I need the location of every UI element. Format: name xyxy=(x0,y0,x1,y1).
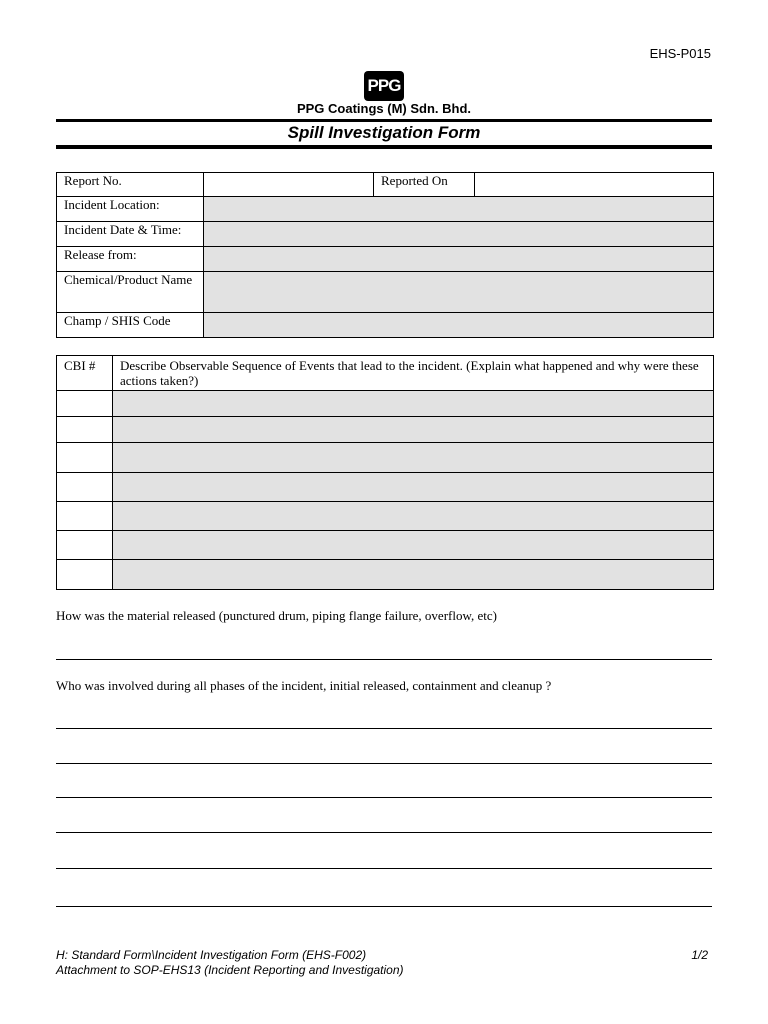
reported-on-label: Reported On xyxy=(374,173,475,197)
event-cell[interactable] xyxy=(113,502,714,531)
answer-line[interactable] xyxy=(56,763,712,764)
incident-date-label: Incident Date & Time: xyxy=(57,222,204,247)
title-top-rule xyxy=(56,119,712,122)
event-cell[interactable] xyxy=(113,391,714,417)
form-title: Spill Investigation Form xyxy=(287,123,481,142)
table-row xyxy=(57,473,714,502)
event-cell[interactable] xyxy=(113,560,714,590)
release-from-label: Release from: xyxy=(57,247,204,272)
table-row xyxy=(57,443,714,473)
cbi-cell[interactable] xyxy=(57,391,113,417)
title-bottom-rule xyxy=(56,145,712,149)
event-cell[interactable] xyxy=(113,531,714,560)
champ-field[interactable] xyxy=(204,313,714,338)
answer-line[interactable] xyxy=(56,868,712,869)
answer-line[interactable] xyxy=(56,832,712,833)
chemical-field[interactable] xyxy=(204,272,714,313)
cbi-cell[interactable] xyxy=(57,502,113,531)
champ-label: Champ / SHIS Code xyxy=(57,313,204,338)
cbi-header: CBI # xyxy=(57,356,113,391)
event-cell[interactable] xyxy=(113,443,714,473)
answer-line[interactable] xyxy=(56,797,712,798)
report-no-label: Report No. xyxy=(57,173,204,197)
reported-on-field[interactable] xyxy=(475,173,714,197)
ppg-logo: PPG xyxy=(364,71,404,101)
incident-info-table xyxy=(56,172,714,338)
cbi-cell[interactable] xyxy=(57,531,113,560)
cbi-cell[interactable] xyxy=(57,443,113,473)
question-who-involved: Who was involved during all phases of the incident, initial released, containment and cleanup ? xyxy=(56,678,552,693)
report-no-field[interactable] xyxy=(204,173,374,197)
answer-line[interactable] xyxy=(56,728,712,729)
chemical-label: Chemical/Product Name xyxy=(57,272,204,313)
incident-location-field[interactable] xyxy=(204,197,714,222)
cbi-cell[interactable] xyxy=(57,417,113,443)
incident-date-field[interactable] xyxy=(204,222,714,247)
event-cell[interactable] xyxy=(113,417,714,443)
table-row xyxy=(57,531,714,560)
describe-header: Describe Observable Sequence of Events that lead to the incident. (Explain what happened and why were these actions taken?) xyxy=(113,356,714,391)
table-row xyxy=(57,391,714,417)
table-row xyxy=(57,502,714,531)
release-from-field[interactable] xyxy=(204,247,714,272)
table-row xyxy=(57,560,714,590)
answer-line[interactable] xyxy=(56,906,712,907)
table-row xyxy=(57,417,714,443)
events-table xyxy=(56,355,714,590)
incident-location-label: Incident Location: xyxy=(57,197,204,222)
event-cell[interactable] xyxy=(113,473,714,502)
company-name: PPG Coatings (M) Sdn. Bhd. xyxy=(296,101,472,116)
question-material-released: How was the material released (punctured drum, piping flange failure, overflow, etc) xyxy=(56,608,497,623)
cbi-cell[interactable] xyxy=(57,560,113,590)
footer-attachment: Attachment to SOP-EHS13 (Incident Reporting and Investigation) xyxy=(56,963,404,977)
document-number: EHS-P015 xyxy=(649,46,711,61)
answer-line[interactable] xyxy=(56,659,712,660)
cbi-cell[interactable] xyxy=(57,473,113,502)
footer-form-path: H: Standard Form\Incident Investigation Form (EHS-F002) xyxy=(56,948,367,962)
page-number: 1/2 xyxy=(691,948,708,962)
